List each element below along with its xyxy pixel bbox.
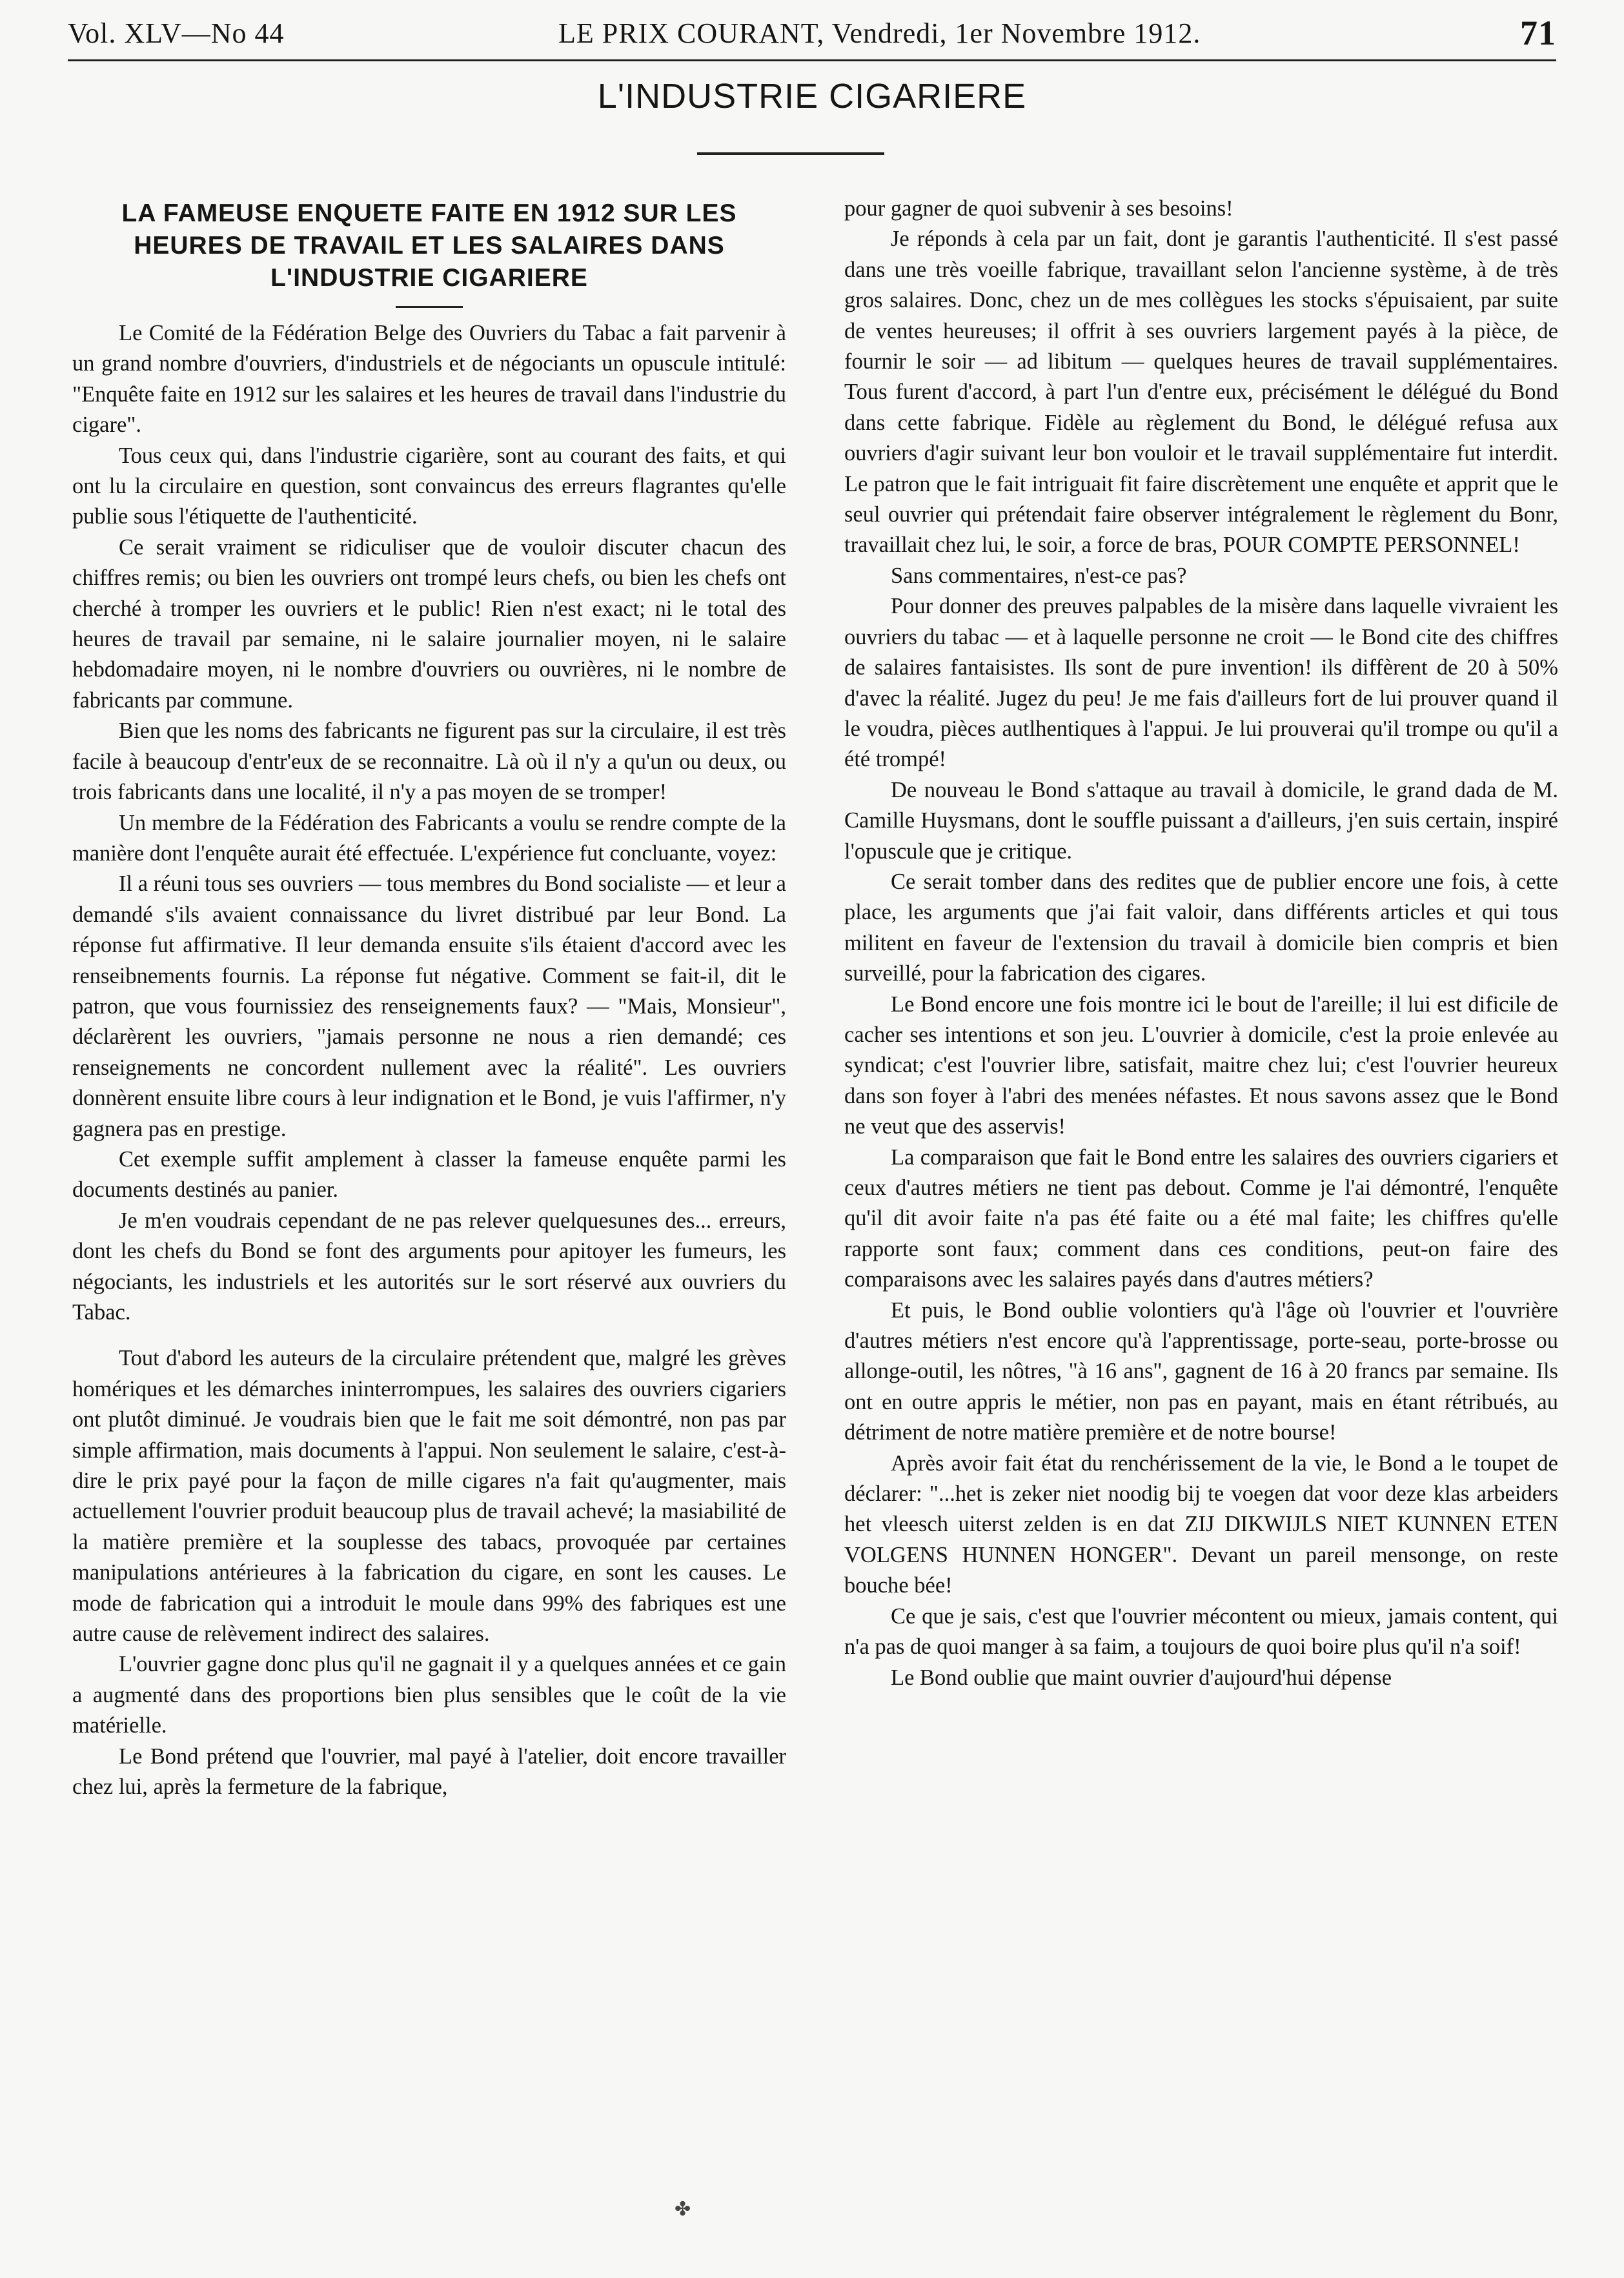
page-number: 71 bbox=[1520, 14, 1556, 52]
paragraph: Le Bond encore une fois montre ici le bout de l'areille; il lui est dificile de cacher ses intentions et son jeu. L'ouvrier à domicile, c'est la proie enlevée au syndicat; c'est l'ouvrier libre, satisfait, maitre chez lui; c'est l'ouvrier heureux dans son foyer à l'abri des menées néfastes. Et nous savons assez que le Bond ne veut que des asservis! bbox=[844, 992, 1558, 1139]
paragraph: Tous ceux qui, dans l'industrie cigarière, sont au courant des faits, et qui ont lu la circulaire en question, sont convaincus des erreurs flagrantes qu'elle publie sous l'étiquette de l'authenticité. bbox=[72, 443, 786, 529]
paragraph: L'ouvrier gagne donc plus qu'il ne gagnait il y a quelques années et ce gain a augmenté dans des proportions bien plus sensibles que le coût de la vie matérielle. bbox=[72, 1652, 786, 1738]
paragraph: De nouveau le Bond s'attaque au travail à domicile, le grand dada de M. Camille Huysmans, dont le souffle puissant a d'ailleurs, j'en suis certain, inspiré l'opuscule que je critique. bbox=[844, 777, 1558, 864]
paragraph: Je réponds à cela par un fait, dont je garantis l'authenticité. Il s'est passé dans une très voeille fabrique, travaillant selon l'ancienne système, à de très gros salaires. Donc, chez un de mes collègues les stocks s'épuisaient, par suite de ventes heureuses; il offrit à ses ouvriers largement payés à la pièce, de fournir le soir — ad libitum — quelques heures de travail supplémentaires. Tous furent d'accord, à part l'un d'entre eux, précisément le délégué du Bond dans cette fabrique. Fidèle au règlement du Bond, le délégué refusa aux ouvriers d'agir suivant leur bon vouloir et le travail supplémentaire fut interdit. Le patron que le fait intriguait fit faire discrètement une enquête et apprit que le seul ouvrier qui prétendait faire observer intégralement le règlement du Bonr, travaillait chez lui, le soir, a force de bras, POUR COMPTE PERSONNEL! bbox=[844, 227, 1558, 558]
paragraph: Ce que je sais, c'est que l'ouvrier mécontent ou mieux, jamais content, qui n'a pas de quoi manger à sa faim, a toujours de quoi boire plus qu'il n'a soif! bbox=[844, 1603, 1558, 1660]
masthead bbox=[68, 12, 1556, 57]
left-column bbox=[72, 194, 786, 1803]
paragraph: Ce serait vraiment se ridiculiser que de vouloir discuter chacun des chiffres remis; ou bien les ouvriers ont trompé leurs chefs, ou bien les chefs ont cherché à tromper les ouvriers et le public! Rien n'est exact; ni le total des heures de travail par semaine, ni le salaire journalier moyen, ni le salaire hebdomadaire moyen, ni le nombre d'ouvriers ou ouvrières, ni le nombre de fabricants par commune. bbox=[72, 534, 786, 713]
article-title-rule bbox=[396, 306, 463, 308]
paragraph: Le Comité de la Fédération Belge des Ouvriers du Tabac a fait parvenir à un grand nombre d'ouvriers, d'industriels et de négociants un opuscule intitulé: "Enquête faite en 1912 sur les salaires et les heures de travail dans l'industrie du cigare". bbox=[72, 321, 786, 438]
paragraph: Un membre de la Fédération des Fabricants a voulu se rendre compte de la manière dont l'enquête aurait été effectuée. L'expérience fut concluante, voyez: bbox=[72, 810, 786, 866]
volume-number: Vol. XLV—No 44 bbox=[68, 17, 285, 49]
paragraph: Tout d'abord les auteurs de la circulaire prétendent que, malgré les grèves homériques et les démarches ininterrompues, les salaires des ouvriers cigariers ont plutôt diminué. Je voudrais bien que le fait me soit démontré, non pas par simple affirmation, mais documents à l'appui. Non seulement le salaire, c'est-à-dire le prix payé pour la façon de mille cigares n'a fait qu'augmenter, mais actuellement l'ouvrier produit beaucoup plus de travail achevé; la masiabilité de la matière première et la souplesse des tabacs, provoquée par certaines manipulations antérieures à la fabrication du cigare, en sont les causes. Le mode de fabrication qui a introduit le moule dans 99% des fabriques est une autre cause de relèvement indirect des salaires. bbox=[72, 1346, 786, 1647]
paragraph: Bien que les noms des fabricants ne figurent pas sur la circulaire, il est très facile à beaucoup d'entr'eux de se reconnaitre. Là où il n'y a qu'un ou deux, ou trois fabricants dans une localité, il n'y a pas moyen de se tromper! bbox=[72, 718, 786, 805]
paragraph: La comparaison que fait le Bond entre les salaires des ouvriers cigariers et ceux d'autres métiers ne tient pas debout. Comme je l'ai démontré, l'enquête qu'il dit avoir faite n'a pas été faite ou a été mal faite; les chiffres qu'elle rapporte sont faux; comment dans ces conditions, peut-on faire des comparaisons avec les salaires payés dans d'autres métiers? bbox=[844, 1144, 1558, 1292]
right-column bbox=[844, 194, 1558, 1693]
paragraph: Après avoir fait état du renchérissement de la vie, le Bond a le toupet de déclarer: "...het is zeker niet noodig bij te voegen dat voor deze klas arbeiders het vleesch uiterst zelden is en dat ZIJ DIKWIJLS NIET KUNNEN ETEN VOLGENS HUNNEN HONGER". Devant un pareil mensonge, on reste bouche bée! bbox=[844, 1450, 1558, 1598]
publication-date-line: LE PRIX COURANT, Vendredi, 1er Novembre 1912. bbox=[558, 17, 1201, 49]
paragraph: Cet exemple suffit amplement à classer la fameuse enquête parmi les documents destinés au panier. bbox=[72, 1146, 786, 1203]
paragraph: Le Bond oublie que maint ouvrier d'aujourd'hui dépense bbox=[891, 1665, 1392, 1690]
paragraph: Et puis, le Bond oublie volontiers qu'à l'âge où l'ouvrier et l'ouvrière d'autres métiers n'est encore qu'à l'apprentissage, porte-seau, porte-brosse ou allonge-outil, les nôtres, "à 16 ans", gagnent de 16 à 20 francs par semaine. Ils ont en outre appris le métier, non pas en payant, mais en étant rétribués, au détriment de notre matière première et de notre bourse! bbox=[844, 1297, 1558, 1445]
paragraph: Sans commentaires, n'est-ce pas? bbox=[891, 563, 1187, 588]
paragraph: Je m'en voudrais cependant de ne pas relever quelquesunes des... erreurs, dont les chefs du Bond se font des arguments pour apitoyer les fumeurs, les négociants, les industriels et les autorités sur le sort réservé aux ouvriers du Tabac. bbox=[72, 1208, 786, 1325]
section-title: L'INDUSTRIE CIGARIERE bbox=[597, 77, 1027, 116]
article-title bbox=[72, 198, 786, 294]
article-title-line: L'INDUSTRIE CIGARIERE bbox=[270, 264, 588, 292]
paragraph: Ce serait tomber dans des redites que de publier encore une fois, à cette place, les arguments que j'ai fait valoir, dans différents articles et qui tous militent en faveur de l'extension du travail à domicile bien compris et bien surveillé, pour la fabrication des cigares. bbox=[844, 869, 1558, 986]
footer-ornament-icon: ✤ bbox=[675, 2199, 691, 2220]
paragraph: Pour donner des preuves palpables de la misère dans laquelle vivraient les ouvriers du tabac — et à laquelle personne ne croit — le Bond cite des chiffres de salaires fantaisistes. Ils sont de pure invention! ils diffèrent de 20 à 50% d'avec la réalité. Jugez du peu! Je me fais d'ailleurs fort de lui prouver quand il le voudra, pièces autlhentiques à l'appui. Je lui prouverai qu'il trompe ou qu'il a été trompé! bbox=[844, 594, 1558, 772]
section-title-rule bbox=[697, 152, 884, 155]
masthead-rule bbox=[68, 59, 1556, 61]
paragraph: pour gagner de quoi subvenir à ses besoins! bbox=[844, 196, 1233, 221]
paragraph: Il a réuni tous ses ouvriers — tous membres du Bond socialiste — et leur a demandé s'ils avaient connaissance du livret distribué par leur Bond. La réponse fut affirmative. Il leur demanda ensuite s'ils étaient d'accord avec les renseibnements fournis. La réponse fut négative. Comment se fait-il, dit le patron, que vous fournissiez des renseignements faux? — "Mais, Monsieur", déclarèrent les ouvriers, "jamais personne ne nous a rien demandé; ces renseignements ne concordent nullement avec la réalité". Les ouvriers donnèrent ensuite libre cours à leur indignation et le Bond, je vuis l'affirmer, n'y gagnera pas en prestige. bbox=[72, 871, 786, 1141]
paragraph: Le Bond prétend que l'ouvrier, mal payé à l'atelier, doit encore travailler chez lui, après la fermeture de la fabrique, bbox=[72, 1744, 786, 1800]
article-title-line: HEURES DE TRAVAIL ET LES SALAIRES DANS bbox=[134, 232, 725, 259]
article-title-line: LA FAMEUSE ENQUETE FAITE EN 1912 SUR LES bbox=[121, 199, 737, 227]
